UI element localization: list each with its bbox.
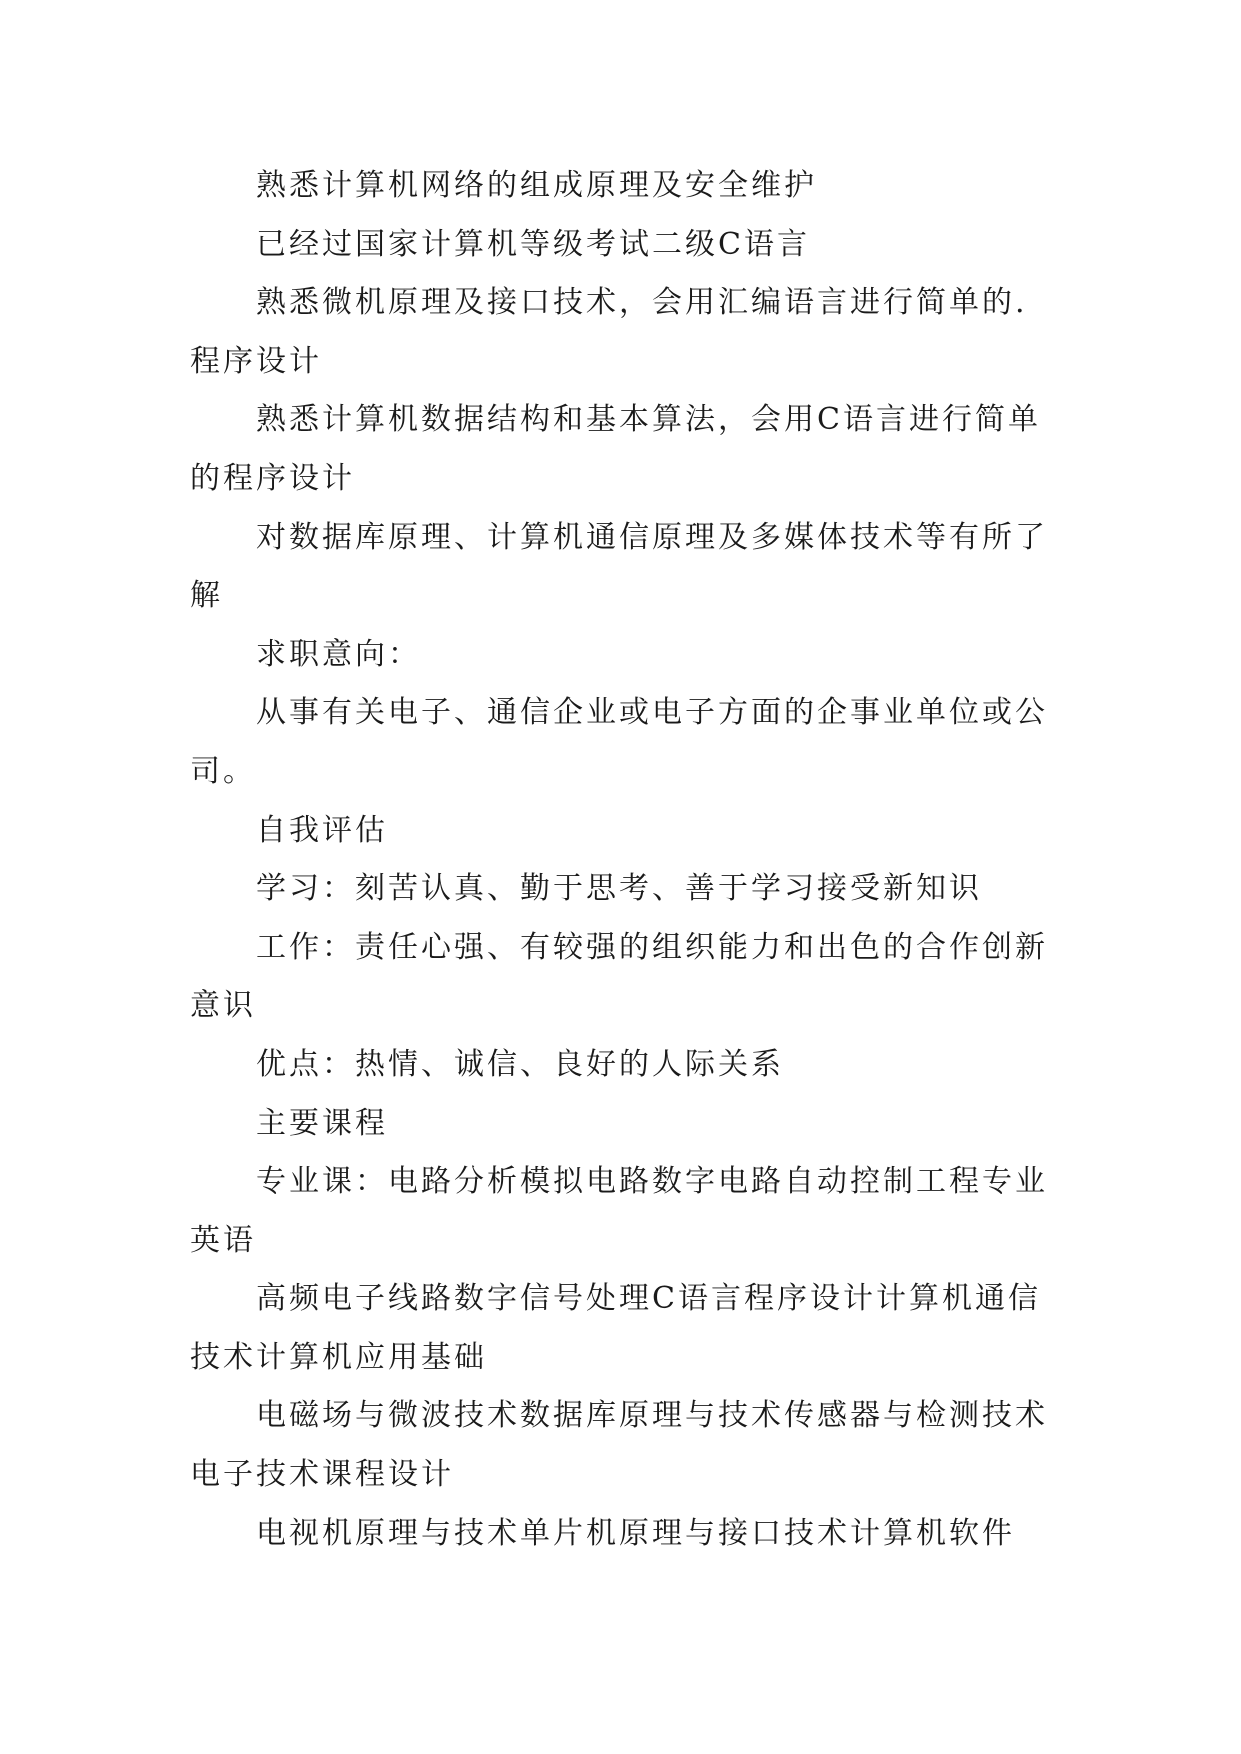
courses-major: 专业课：电路分析模拟电路数字电路自动控制工程专业英语 xyxy=(190,1164,1048,1258)
skill-c-exam: 已经过国家计算机等级考试二级C语言 xyxy=(256,226,810,262)
document-body xyxy=(190,157,1050,1563)
assessment-work: 工作：责任心强、有较强的组织能力和出色的合作创新意识 xyxy=(190,929,1048,1024)
skill-data-structures: 熟悉计算机数据结构和基本算法，会用C语言进行简单的程序设计 xyxy=(190,402,1041,496)
section-heading-job-intention: 求职意向： xyxy=(256,636,421,672)
skill-database: 对数据库原理、计算机通信原理及多媒体技术等有所了解 xyxy=(190,519,1048,614)
courses-list-1: 高频电子线路数字信号处理C语言程序设计计算机通信技术计算机应用基础 xyxy=(190,1281,1041,1375)
section-heading-self-assessment: 自我评估 xyxy=(256,812,388,848)
courses-list-2: 电磁场与微波技术数据库原理与技术传感器与检测技术电子技术课程设计 xyxy=(190,1398,1048,1493)
assessment-strengths: 优点：热情、诚信、良好的人际关系 xyxy=(256,1046,784,1082)
skill-network: 熟悉计算机网络的组成原理及安全维护 xyxy=(256,168,817,203)
courses-list-3: 电视机原理与技术单片机原理与接口技术计算机软件 xyxy=(256,1515,1015,1551)
section-heading-main-courses: 主要课程 xyxy=(256,1105,388,1141)
skill-microcomputer: 熟悉微机原理及接口技术，会用汇编语言进行简单的.程序设计 xyxy=(190,285,1028,379)
job-intention-text: 从事有关电子、通信企业或电子方面的企事业单位或公司。 xyxy=(190,695,1048,789)
assessment-study: 学习：刻苦认真、勤于思考、善于学习接受新知识 xyxy=(256,871,982,907)
